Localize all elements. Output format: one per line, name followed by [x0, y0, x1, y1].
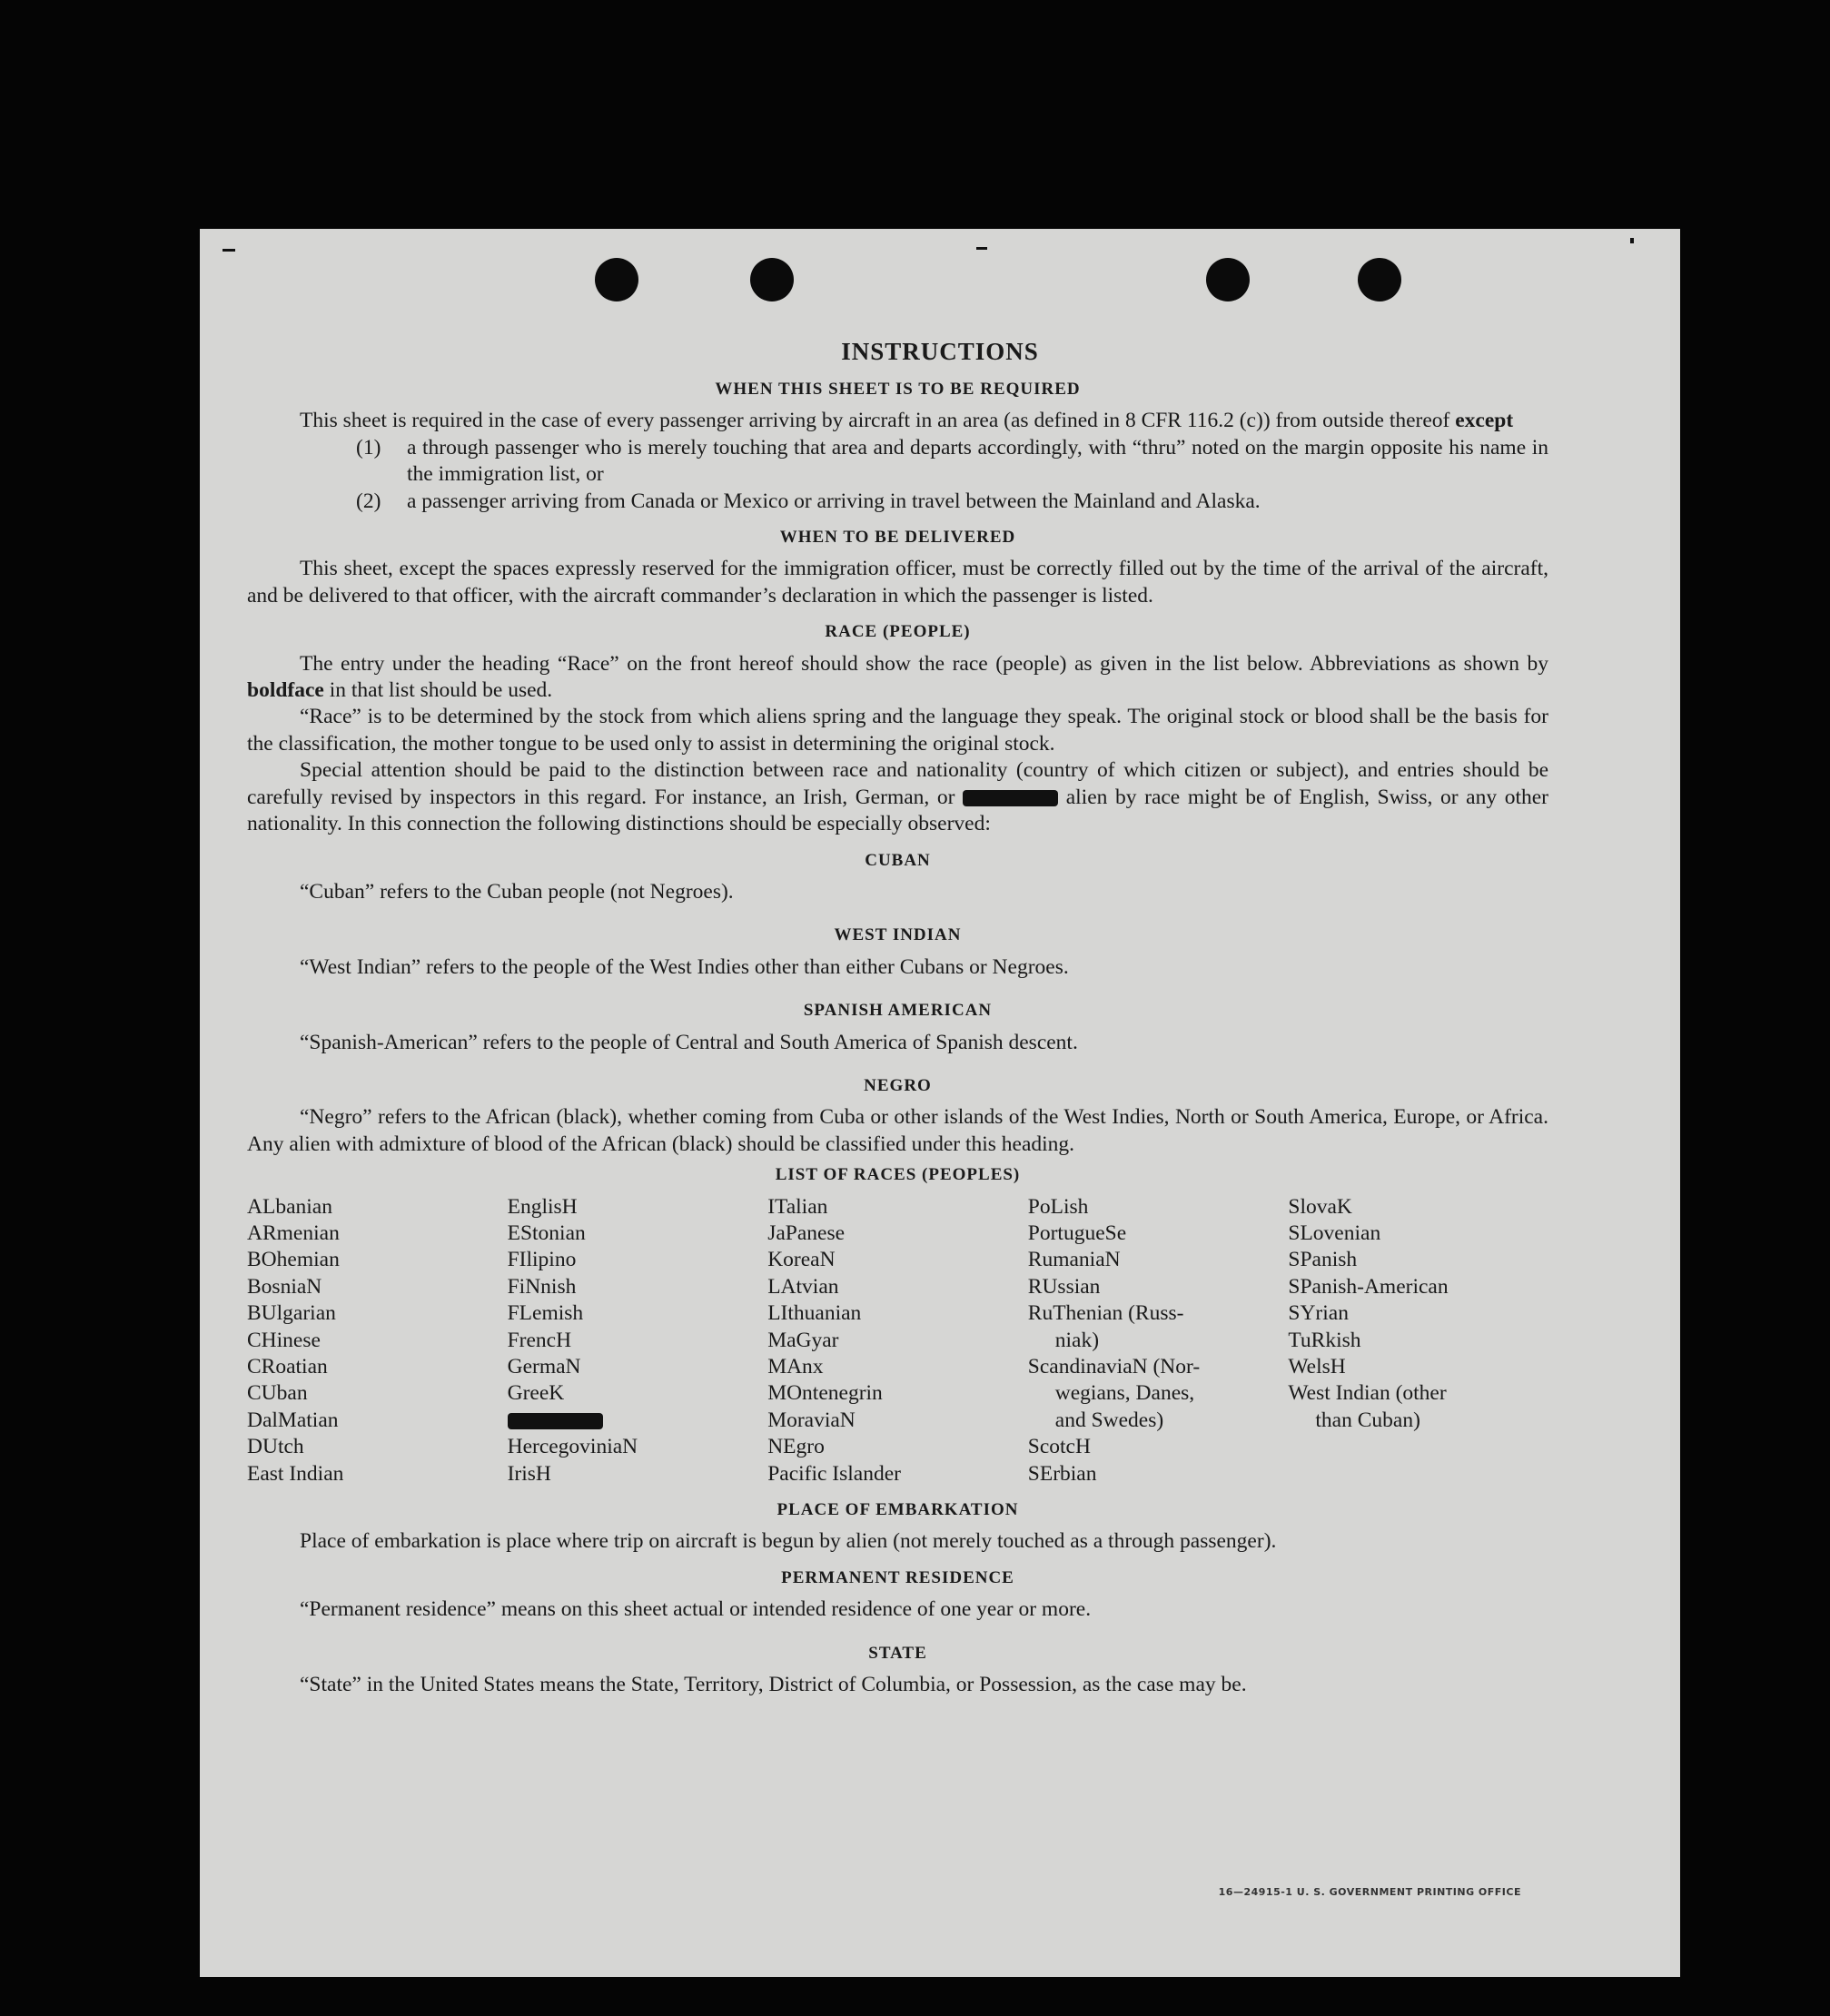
paragraph: “Negro” refers to the African (black), whether coming from Cuba or other islands of the West Indies, North or South America, Europe, or Africa. Any alien with admixture of blood of the African (black) should be classified under this heading.: [247, 1105, 1548, 1156]
race-item: ARmenian: [247, 1220, 340, 1245]
speck: [1630, 238, 1634, 243]
race-item: ScotcH: [1027, 1435, 1091, 1459]
race-item: wegians, Danes,: [1054, 1381, 1195, 1406]
race-item: IrisH: [507, 1461, 551, 1486]
race-item: RuThenian (Russ-: [1027, 1301, 1184, 1326]
punch-hole: [1206, 258, 1250, 301]
section-heading: WEST INDIAN: [834, 925, 962, 945]
races-column: [1028, 1194, 1289, 1487]
section-heading: WHEN THIS SHEET IS TO BE REQUIRED: [715, 380, 1081, 399]
paragraph: “Spanish-American” refers to the people of Central and South America of Spanish descent.: [300, 1030, 1078, 1054]
race-item: BOhemian: [247, 1248, 340, 1272]
section-heading: CUBAN: [865, 850, 931, 870]
race-item: BUlgarian: [247, 1301, 336, 1326]
race-item: CRoatian: [247, 1355, 328, 1379]
race-item: ScandinaviaN (Nor-: [1027, 1355, 1201, 1379]
race-item: FrencH: [507, 1328, 572, 1352]
race-item: JaPanese: [767, 1220, 846, 1245]
race-item: SlovaK: [1288, 1194, 1352, 1219]
redaction-mark: [508, 1413, 603, 1429]
race-item: LAtvian: [767, 1274, 839, 1299]
punch-hole: [595, 258, 638, 301]
race-item: DalMatian: [247, 1408, 339, 1432]
race-item: KoreaN: [767, 1248, 836, 1272]
race-item: GreeK: [507, 1381, 565, 1406]
race-item: ITalian: [767, 1194, 828, 1219]
race-item: Pacific Islander: [767, 1461, 901, 1486]
section-heading: LIST OF RACES (PEOPLES): [775, 1165, 1021, 1185]
races-column: [247, 1194, 508, 1487]
paragraph: “Race” is to be determined by the stock from which aliens spring and the language they speak. The original stock or blood shall be the basis for the classification, the mother tongue to be used only to assist in determining the original stock.: [247, 705, 1548, 756]
paragraph: “West Indian” refers to the people of the West Indies other than either Cubans or Negroes.: [300, 954, 1069, 979]
race-item: FLemish: [507, 1301, 584, 1326]
printer-footer: 16—24915-1 U. S. GOVERNMENT PRINTING OFFICE: [1218, 1886, 1521, 1898]
speck: [223, 249, 235, 252]
paragraph: This sheet is required in the case of every passenger arriving by aircraft in an area (as defined in 8 CFR 116.2 (c)) from outside thereof except: [300, 409, 1514, 433]
race-item: RUssian: [1027, 1274, 1101, 1299]
race-item: TuRkish: [1288, 1328, 1361, 1352]
race-item: NEgro: [767, 1435, 825, 1459]
races-list: [247, 1194, 1548, 1487]
section-heading: WHEN TO BE DELIVERED: [779, 528, 1016, 548]
redaction-mark: [963, 790, 1058, 806]
race-item: MoraviaN: [767, 1408, 856, 1432]
paragraph: “Permanent residence” means on this sheet actual or intended residence of one year or more.: [300, 1597, 1092, 1622]
race-item: CUban: [247, 1381, 308, 1406]
race-item: WelsH: [1288, 1355, 1346, 1379]
section-heading: STATE: [868, 1643, 927, 1663]
races-column: [767, 1194, 1028, 1487]
race-item: GermaN: [507, 1355, 581, 1379]
page-title: INSTRUCTIONS: [841, 338, 1039, 365]
list-item: (2) a passenger arriving from Canada or Mexico or arriving in travel between the Mainland and Alaska.: [356, 489, 1261, 513]
race-item: East Indian: [247, 1461, 344, 1486]
section-heading: SPANISH AMERICAN: [803, 1001, 993, 1021]
punch-hole: [1358, 258, 1401, 301]
race-item: HercegoviniaN: [507, 1435, 638, 1459]
race-item: SLovenian: [1288, 1220, 1381, 1245]
paragraph: “State” in the United States means the State, Territory, District of Columbia, or Possession, as the case may be.: [300, 1673, 1247, 1697]
punch-hole: [750, 258, 794, 301]
race-item: PoLish: [1027, 1194, 1089, 1219]
paragraph: This sheet, except the spaces expressly reserved for the immigration officer, must be correctly filled out by the time of the arrival of the aircraft, and be delivered to that officer, with the aircraft commander’s declaration in which the passenger is listed.: [247, 557, 1548, 608]
race-item: FiNnish: [507, 1274, 577, 1299]
race-item: BosniaN: [247, 1274, 322, 1299]
paragraph: “Cuban” refers to the Cuban people (not Negroes).: [300, 879, 734, 904]
race-item: SPanish: [1288, 1248, 1358, 1272]
section-heading: RACE (PEOPLE): [825, 622, 971, 642]
race-item: and Swedes): [1054, 1408, 1164, 1432]
race-item: RumaniaN: [1027, 1248, 1121, 1272]
race-item: LIthuanian: [767, 1301, 862, 1326]
races-column: [1288, 1194, 1548, 1487]
race-item: PortugueSe: [1027, 1220, 1127, 1245]
section-heading: PLACE OF EMBARKATION: [777, 1500, 1019, 1520]
race-item: niak): [1054, 1328, 1100, 1352]
race-item: SErbian: [1027, 1461, 1097, 1486]
race-item: FIlipino: [507, 1248, 577, 1272]
speck: [976, 247, 987, 250]
race-item: than Cuban): [1315, 1408, 1420, 1432]
race-item: West Indian (other: [1288, 1381, 1447, 1406]
list-item: (1) a through passenger who is merely touching that area and departs accordingly, with “thru” noted on the margin opposite his name in the immigration list, or: [356, 435, 1548, 487]
race-item: CHinese: [247, 1328, 321, 1352]
races-column: [508, 1194, 768, 1487]
race-item: SYrian: [1288, 1301, 1349, 1326]
race-item-redacted: [508, 1408, 768, 1434]
instructions-body: [247, 374, 1548, 1698]
race-item: EStonian: [507, 1220, 586, 1245]
paragraph: Special attention should be paid to the distinction between race and nationality (country of which citizen or subject), and entries should be carefully revised by inspectors in this regard. For instance, an Irish, German, or alien by race might be of English, Swiss, or any other nationality. In this connection the following distinctions should be especially observed:: [247, 758, 1548, 836]
race-item: MaGyar: [767, 1328, 839, 1352]
section-heading: NEGRO: [864, 1075, 932, 1095]
race-item: SPanish-American: [1288, 1274, 1449, 1299]
paragraph: The entry under the heading “Race” on the front hereof should show the race (people) as given in the list below. Abbreviations as shown by boldface in that list should be used.: [247, 651, 1548, 703]
race-item: MAnx: [767, 1355, 824, 1379]
race-item: EnglisH: [507, 1194, 578, 1219]
race-item: ALbanian: [247, 1194, 332, 1219]
document-page: [200, 229, 1680, 1977]
race-item: DUtch: [247, 1435, 304, 1459]
paragraph: Place of embarkation is place where trip on aircraft is begun by alien (not merely touched as a through passenger).: [300, 1529, 1277, 1554]
race-item: MOntenegrin: [767, 1381, 883, 1406]
section-heading: PERMANENT RESIDENCE: [781, 1567, 1014, 1587]
